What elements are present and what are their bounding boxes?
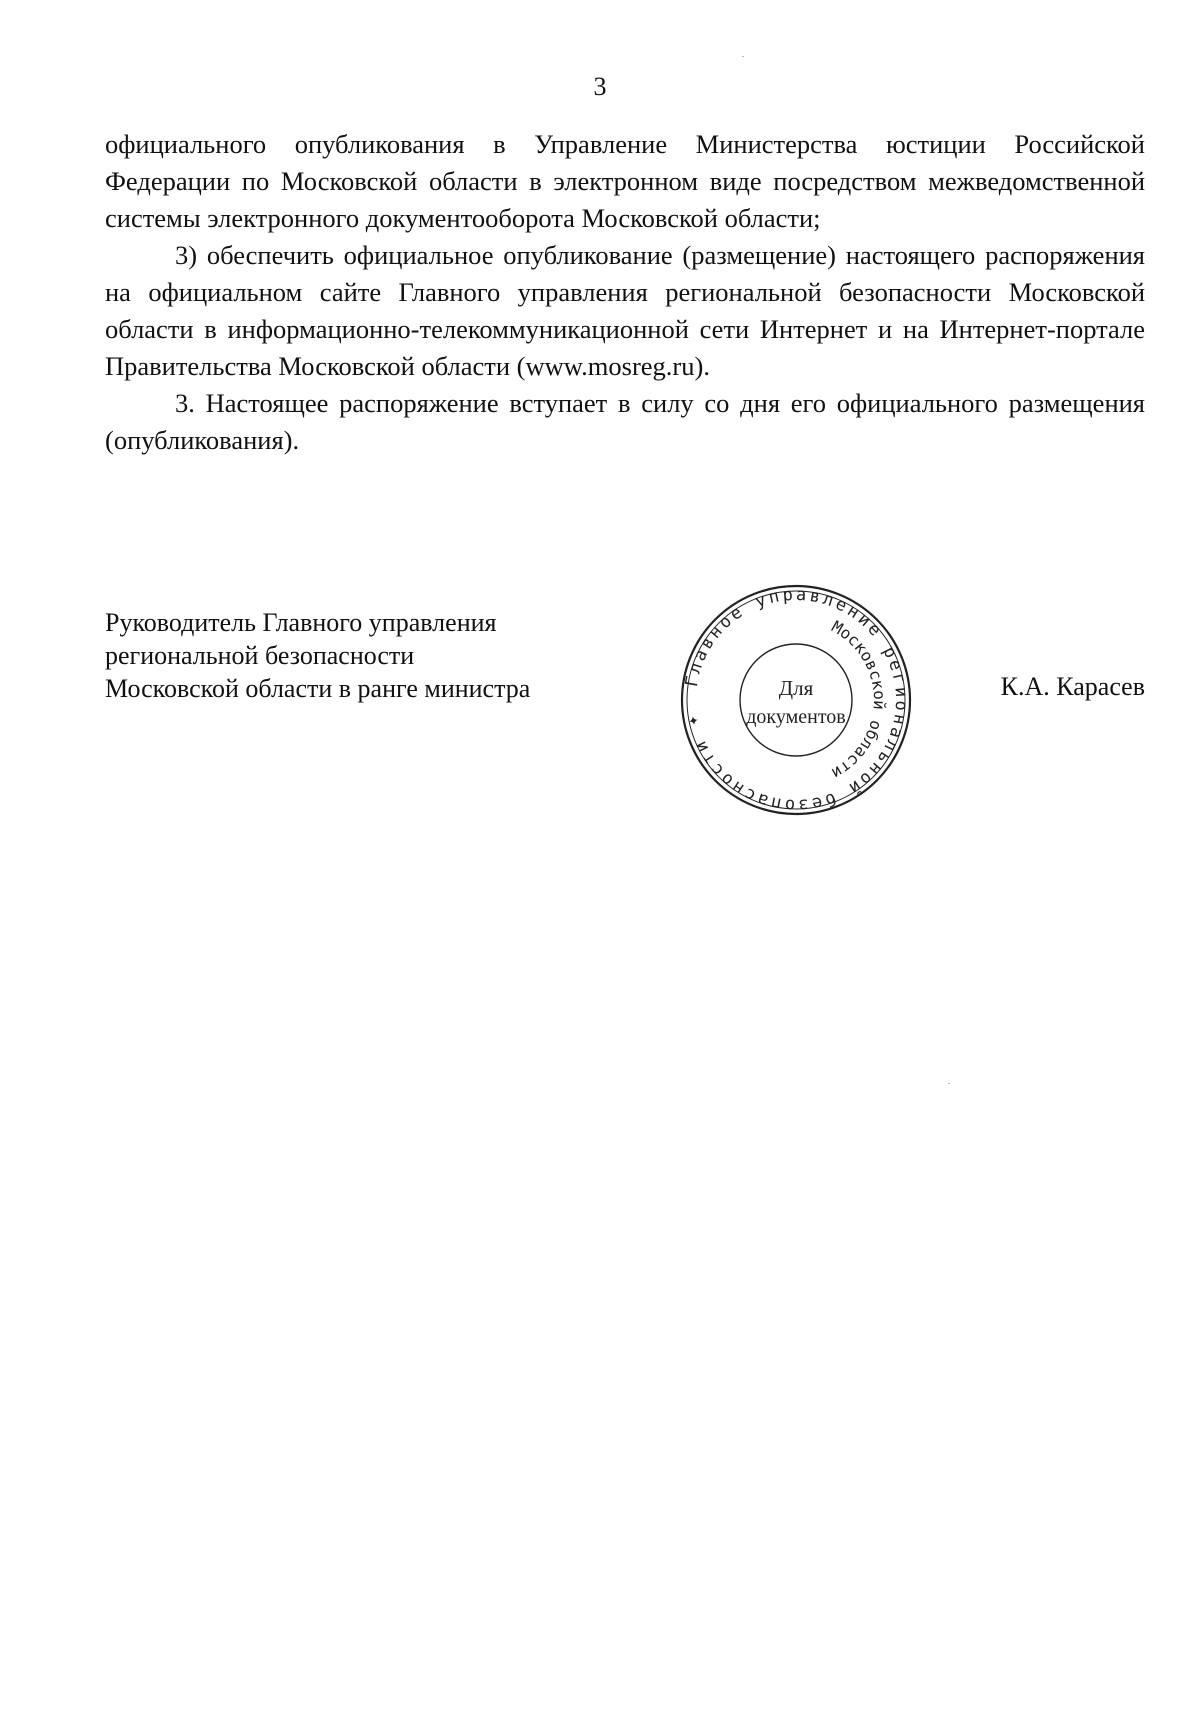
seal-center-ring [740, 644, 852, 756]
scan-artifact [948, 1083, 950, 1084]
official-seal [676, 580, 916, 820]
paragraph-clause-3: 3. Настоящее распоряжение вступает в силу со дня его официального размещения (опубликования). [105, 388, 1145, 455]
seal-outer-ring [682, 586, 910, 814]
scan-artifact [742, 56, 744, 57]
signatory-title-line: Московской области в ранге министра [105, 674, 531, 703]
page-number: 3 [593, 72, 607, 101]
signatory-title-line: региональной безопасности [105, 641, 415, 670]
seal-inner-text: Московской области [828, 616, 890, 784]
seal-graphic [676, 580, 916, 820]
signatory-name: К.А. Карасев [1000, 672, 1145, 701]
seal-outer-text: Главное управление региональной безопасности ✦ [681, 584, 912, 816]
signatory-title [105, 606, 530, 705]
seal-center-line-1: Для [778, 676, 814, 700]
document-body [105, 126, 1145, 459]
paragraph-continuation: официального опубликования в Управление Министерства юстиции Российской Федерации по Московской области в электронном виде посредством межведомственной системы электронного документооборота Московской области; [105, 129, 1145, 233]
paragraph-item-3: 3) обеспечить официальное опубликование (размещение) настоящего распоряжения на официальном сайте Главного управления региональной безопасности Московской области в информационно-телекоммуникационной сети Интернет и на Интернет-портале Правительства Московской области (www.mosreg.ru). [105, 240, 1145, 381]
signatory-title-line: Руководитель Главного управления [105, 608, 497, 637]
seal-center-line-2: документов [746, 706, 846, 728]
